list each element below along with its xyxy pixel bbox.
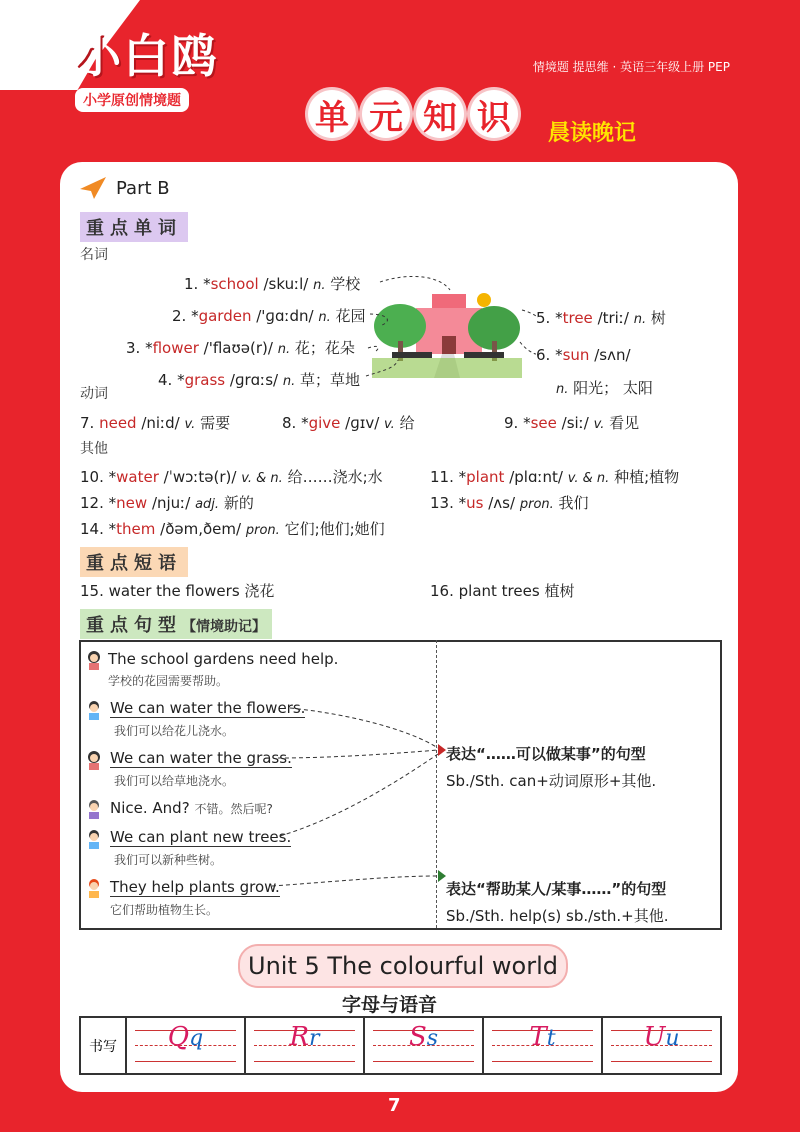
pattern-2-title: 表达“帮助某人/某事……”的句型 xyxy=(446,880,667,898)
noun-4: 4. *grass /ɡrɑːs/ n. 草；草地 xyxy=(158,371,361,389)
logo-text: 小白鸥 xyxy=(75,29,219,83)
unit-subtitle: 字母与语音 xyxy=(342,994,438,1016)
sentence-6-en: They help plants grow. xyxy=(110,878,280,896)
category-verbs: 动词 xyxy=(80,386,108,402)
heading-key-sentences: 重点句型【情境助记】 xyxy=(80,609,272,639)
noun-2: 2. *garden /'ɡɑːdn/ n. 花园 xyxy=(172,307,366,325)
banner-char: 元 xyxy=(362,90,410,138)
phrase-16: 16. plant trees 植树 xyxy=(430,582,575,600)
sentence-5-cn: 我们可以新种些树。 xyxy=(114,853,223,867)
letter-q: Qq xyxy=(167,1022,204,1052)
writing-cell xyxy=(601,1018,720,1073)
banner-subtitle: 晨读晚记 xyxy=(548,121,637,146)
sentence-1-cn: 学校的花园需要帮助。 xyxy=(108,674,229,688)
word-12: 12. *new /njuː/ adj. 新的 xyxy=(80,494,254,512)
boy-avatar-icon xyxy=(86,829,102,849)
noun-6: 6. *sun /sʌn/ xyxy=(536,346,631,364)
word-14: 14. *them /ðəm,ðem/ pron. 它们;他们;她们 xyxy=(80,520,385,538)
pattern-1-formula: Sb./Sth. can+动词原形+其他. xyxy=(446,772,657,790)
girl-avatar-icon xyxy=(86,650,102,670)
logo xyxy=(75,20,255,120)
phrase-15: 15. water the flowers 浇花 xyxy=(80,582,275,600)
writing-table xyxy=(79,1016,722,1075)
banner xyxy=(308,90,518,138)
logo-subtitle: 小学原创情境题 xyxy=(75,88,189,112)
heading-key-phrases: 重点短语 xyxy=(80,547,188,577)
unit-title: Unit 5 The colourful world xyxy=(238,944,568,988)
writing-cell xyxy=(363,1018,482,1073)
noun-1: 1. *school /skuːl/ n. 学校 xyxy=(184,275,361,293)
sentence-3-cn: 我们可以给草地浇水。 xyxy=(114,774,235,788)
verb-8: 8. *give /ɡɪv/ v. 给 xyxy=(282,414,415,432)
sentence-5-en: We can plant new trees. xyxy=(110,828,292,846)
teacher-avatar-icon xyxy=(86,799,102,819)
sentence-4: Nice. And? 不错。然后呢? xyxy=(110,799,273,817)
sentence-2-cn: 我们可以给花儿浇水。 xyxy=(114,724,235,738)
writing-cell xyxy=(125,1018,244,1073)
verb-9: 9. *see /siː/ v. 看见 xyxy=(504,414,640,432)
letter-u: Uu xyxy=(643,1022,680,1052)
page-number: 7 xyxy=(388,1095,401,1116)
sentence-3-en: We can water the grass. xyxy=(110,749,292,767)
word-11: 11. *plant /plɑːnt/ v. & n. 种植;植物 xyxy=(430,468,680,486)
pattern-arrows xyxy=(270,700,446,900)
noun-6-meaning: n. 阳光； 太阳 xyxy=(556,379,653,397)
category-others: 其他 xyxy=(80,441,108,457)
girl-avatar-icon xyxy=(86,750,102,770)
child-avatar-icon xyxy=(86,878,102,898)
sentence-6-cn: 它们帮助植物生长。 xyxy=(110,903,219,917)
paper-plane-icon xyxy=(80,177,106,199)
word-connector-arrows xyxy=(300,270,550,390)
banner-char: 单 xyxy=(308,90,356,138)
banner-char: 识 xyxy=(470,90,518,138)
noun-5: 5. *tree /triː/ n. 树 xyxy=(536,309,666,327)
banner-char: 知 xyxy=(416,90,464,138)
letter-s: Ss xyxy=(408,1022,439,1052)
pattern-2-formula: Sb./Sth. help(s) sb./sth.+其他. xyxy=(446,907,669,925)
pattern-1-title: 表达“……可以做某事”的句型 xyxy=(446,745,646,763)
writing-cell xyxy=(482,1018,601,1073)
heading-key-words: 重点单词 xyxy=(80,212,188,242)
noun-3: 3. *flower /'flaʊə(r)/ n. 花；花朵 xyxy=(126,339,355,357)
series-title: 情境题 提思维 · 英语三年级上册 PEP xyxy=(532,60,730,74)
verb-7: 7. need /niːd/ v. 需要 xyxy=(80,414,231,432)
category-nouns: 名词 xyxy=(80,247,108,263)
word-10: 10. *water /ˈwɔːtə(r)/ v. & n. 给……浇水;水 xyxy=(80,468,383,486)
letter-r: Rr xyxy=(289,1022,320,1052)
section-title: Part B xyxy=(116,178,170,199)
letter-t: Tt xyxy=(529,1022,556,1052)
writing-cell xyxy=(244,1018,363,1073)
writing-label: 书写 xyxy=(89,1038,117,1055)
boy-avatar-icon xyxy=(86,700,102,720)
sentence-1-en: The school gardens need help. xyxy=(108,650,339,668)
sentence-2-en: We can water the flowers. xyxy=(110,699,306,717)
word-13: 13. *us /ʌs/ pron. 我们 xyxy=(430,494,589,512)
